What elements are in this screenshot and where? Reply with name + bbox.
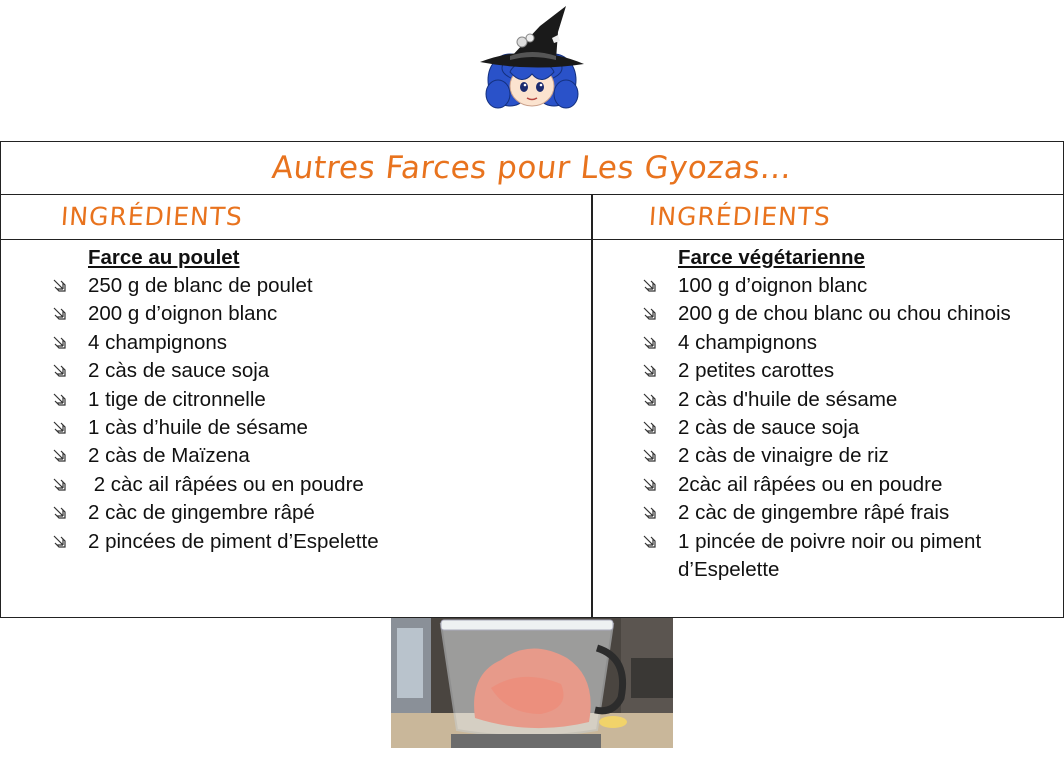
ingredient-text: 200 g d’oignon blanc [88, 302, 278, 326]
pointing-hand-arrow-icon [641, 414, 659, 442]
list-item [637, 357, 1057, 385]
vegetarian-ingredient-list [637, 272, 1057, 584]
pointing-hand-arrow-icon [641, 528, 659, 556]
list-item [637, 528, 1057, 585]
pointing-hand-arrow-icon [51, 329, 69, 357]
chicken-filling-title: Farce au poulet [88, 246, 240, 269]
list-item [47, 528, 577, 556]
pointing-hand-arrow-icon [51, 357, 69, 385]
list-item [47, 300, 577, 328]
recipe-table [0, 141, 1064, 618]
list-item [47, 272, 577, 300]
pointing-hand-arrow-icon [51, 442, 69, 470]
vegetarian-filling-column [637, 241, 1057, 584]
ingredient-text: 2 pincées de piment d’Espelette [88, 529, 379, 553]
ingredient-text: 2 petites carottes [678, 359, 835, 383]
ingredient-text: 1 tige de citronnelle [88, 387, 266, 411]
list-item [47, 442, 577, 470]
ingredient-text: 2 càs de vinaigre de riz [678, 444, 889, 468]
list-item [637, 499, 1057, 527]
pointing-hand-arrow-icon [641, 471, 659, 499]
pointing-hand-arrow-icon [641, 357, 659, 385]
witch-hat [480, 6, 584, 68]
pointing-hand-arrow-icon [641, 300, 659, 328]
list-item [47, 329, 577, 357]
chicken-ingredient-list [47, 272, 577, 556]
ingredient-text: 1 càs d’huile de sésame [88, 416, 308, 440]
ingredient-text: 4 champignons [678, 330, 818, 354]
list-item [47, 471, 577, 499]
pointing-hand-arrow-icon [51, 414, 69, 442]
list-item [47, 386, 577, 414]
ingredient-text: 200 g de chou blanc ou chou chinois [678, 302, 1011, 326]
pointing-hand-arrow-icon [641, 442, 659, 470]
ingredient-text: 100 g d’oignon blanc [678, 274, 868, 297]
column-header-row [1, 194, 1063, 240]
page-title: Autres Farces pour Les Gyozas… [270, 150, 794, 186]
ingredient-text: 2 càs de Maïzena [88, 444, 250, 468]
title-row [1, 142, 1063, 195]
pointing-hand-arrow-icon [641, 499, 659, 527]
witch-logo [470, 2, 592, 114]
list-item [637, 471, 1057, 499]
chicken-filling-column [47, 241, 577, 556]
ingredient-text: 2 càs d'huile de sésame [678, 387, 898, 411]
pointing-hand-arrow-icon [51, 528, 69, 556]
ingredient-text: 2 càc de gingembre râpé frais [678, 501, 950, 525]
list-item [47, 499, 577, 527]
ingredient-text: 2 càc ail râpées ou en poudre [88, 472, 364, 496]
list-item [47, 357, 577, 385]
pointing-hand-arrow-icon [51, 386, 69, 414]
list-item [637, 300, 1057, 328]
list-item [47, 414, 577, 442]
pointing-hand-arrow-icon [641, 329, 659, 357]
pointing-hand-arrow-icon [51, 499, 69, 527]
ingredient-text: 250 g de blanc de poulet [88, 274, 313, 297]
ingredients-heading-right: INGRÉDIENTS [647, 201, 832, 231]
pointing-hand-arrow-icon [51, 300, 69, 328]
list-item [637, 329, 1057, 357]
list-item [637, 442, 1057, 470]
pointing-hand-arrow-icon [641, 386, 659, 414]
ingredient-text: 2 càc de gingembre râpé [88, 501, 315, 525]
pointing-hand-arrow-icon [51, 272, 69, 300]
list-item [637, 386, 1057, 414]
ingredient-text: 2 càs de sauce soja [678, 416, 860, 440]
ingredient-text: 2càc ail râpées ou en poudre [678, 472, 943, 496]
pointing-hand-arrow-icon [641, 272, 659, 300]
ingredient-text: 2 càs de sauce soja [88, 359, 270, 383]
list-item [637, 272, 1057, 300]
pointing-hand-arrow-icon [51, 471, 69, 499]
ingredient-text: 1 pincée de poivre noir ou piment d’Espelette [678, 529, 982, 582]
column-divider [591, 194, 593, 617]
vegetarian-filling-title: Farce végétarienne [678, 246, 865, 269]
ingredients-heading-left: INGRÉDIENTS [59, 201, 244, 231]
blender-with-minced-filling-photo [391, 618, 673, 748]
list-item [637, 414, 1057, 442]
ingredient-text: 4 champignons [88, 330, 228, 354]
